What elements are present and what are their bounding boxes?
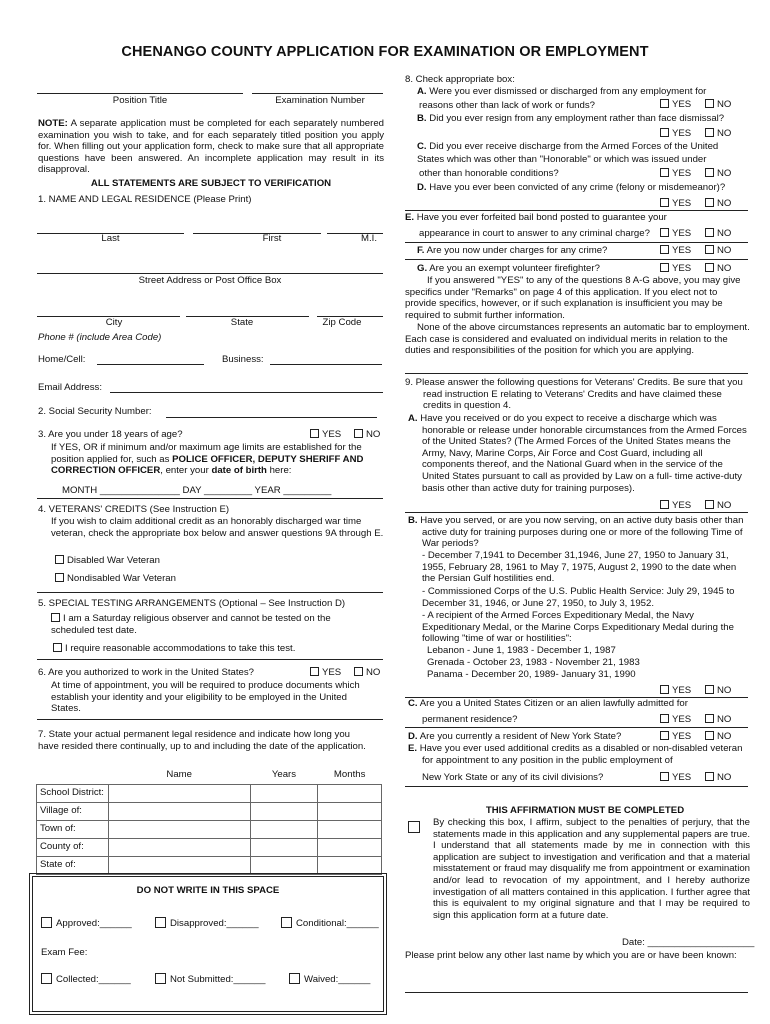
- q3-question: 3. Are you under 18 years of age?: [38, 429, 183, 440]
- q8-explanation: If you answered "YES" to any of the questions 8 A-G above, you may give specifics under "Remarks" on page 4 of this application. If you elect not to provide specifics, however, or if such explanation is insufficient you may be required to submit further information.: [405, 275, 741, 321]
- checkbox-icon[interactable]: [660, 731, 669, 740]
- checkbox-icon[interactable]: [354, 429, 363, 438]
- q8f-no[interactable]: NO: [705, 245, 731, 257]
- q6-yes[interactable]: YES: [310, 667, 341, 679]
- q8e-no[interactable]: NO: [705, 228, 731, 240]
- divider: [37, 592, 383, 593]
- approved-option[interactable]: Approved:______: [41, 917, 132, 930]
- business-label: Business:: [222, 354, 264, 365]
- dob-fields[interactable]: MONTH _______________ DAY _________ YEAR _________: [62, 485, 332, 496]
- checkbox-icon[interactable]: [310, 667, 319, 676]
- q9d-yes[interactable]: YES: [660, 731, 691, 743]
- page-title: CHENANGO COUNTY APPLICATION FOR EXAMINATION OR EMPLOYMENT: [121, 44, 649, 60]
- q8e-text-2: appearance in court to answer to any criminal charge?: [419, 228, 650, 239]
- divider: [405, 727, 748, 728]
- q8a-text: A. Were you ever dismissed or discharged from any employment for: [417, 86, 707, 97]
- q6-question: 6. Are you authorized to work in the United States?: [38, 667, 254, 678]
- office-use-box: [32, 876, 384, 1012]
- q9-heading: 9. Please answer the following questions for Veterans' Credits. Be sure that you read instruction E relating to Veterans' Credits and have claimed these credits in question 4.: [405, 377, 743, 412]
- table-header-row: [37, 766, 382, 784]
- q8c-text-2: other than honorable conditions?: [419, 168, 559, 179]
- checkbox-icon[interactable]: [289, 973, 300, 984]
- first-label: First: [262, 233, 282, 244]
- q8b-text: B. Did you ever resign from any employment rather than face dismissal?: [417, 113, 725, 124]
- checkbox-icon[interactable]: [705, 99, 714, 108]
- checkbox-icon[interactable]: [705, 500, 714, 509]
- q8e-yes[interactable]: YES: [660, 228, 691, 240]
- exam-number-field[interactable]: [252, 93, 383, 94]
- table-row: State of:: [37, 856, 382, 874]
- divider: [37, 719, 383, 720]
- checkbox-icon[interactable]: [660, 228, 669, 237]
- ssn-field[interactable]: [166, 417, 377, 418]
- home-cell-field[interactable]: [97, 364, 204, 365]
- note-paragraph: [38, 118, 384, 176]
- checkbox-icon[interactable]: [660, 500, 669, 509]
- q8d-no[interactable]: NO: [705, 198, 731, 210]
- divider: [405, 786, 748, 787]
- other-name-field[interactable]: [405, 992, 748, 993]
- divider: [405, 210, 748, 211]
- checkbox-icon[interactable]: [705, 731, 714, 740]
- zip-label: Zip Code: [322, 317, 362, 328]
- checkbox-icon[interactable]: [51, 613, 60, 622]
- table-row: Town of:: [37, 820, 382, 838]
- q9c-no[interactable]: NO: [705, 714, 731, 726]
- q9e-text-2: New York State or any of its civil divisions?: [422, 772, 604, 783]
- q9e-text: E. Have you ever used additional credits as a disabled or non-disabled veteran for appointment to any position in the public employment of: [408, 743, 743, 766]
- checkbox-icon[interactable]: [55, 555, 64, 564]
- checkbox-icon[interactable]: [354, 667, 363, 676]
- q9b-public-health: - Commissioned Corps of the U.S. Public Health Service: July 29, 1945 to December 31, 1946, or June 27, 1950, to July 3, 1952.: [422, 586, 735, 609]
- phone-label: Phone # (include Area Code): [38, 332, 162, 343]
- divider: [405, 373, 748, 374]
- home-cell-label: Home/Cell:: [38, 354, 86, 365]
- table-row: School District:: [37, 784, 382, 802]
- q9e-yes[interactable]: YES: [660, 772, 691, 784]
- note-label: NOTE:: [38, 118, 68, 129]
- affirmation-title: THIS AFFIRMATION MUST BE COMPLETED: [485, 805, 685, 816]
- q9b-war-periods: - December 7,1941 to December 31,1946, June 27, 1950 to January 31, 1955, February 28, 1961 to May 7, 1975, August 2, 1990 to the date when the Persian Gulf hostilities end.: [422, 550, 737, 585]
- state-label: State: [230, 317, 254, 328]
- checkbox-icon[interactable]: [705, 263, 714, 272]
- col-name-header: Name: [166, 768, 193, 780]
- last-label: Last: [101, 233, 120, 244]
- q9b-medals: - A recipient of the Armed Forces Expeditionary Medal, the Navy Expeditionary Medal, or the Marine Corps Expeditionary Medal during the following "time of war or hostilities":: [422, 610, 734, 645]
- affirmation-checkbox[interactable]: [408, 821, 420, 833]
- q8a-text-2: reasons other than lack of work or funds?: [419, 100, 595, 111]
- street-label: Street Address or Post Office Box: [138, 275, 282, 286]
- q8b-yes[interactable]: YES: [660, 128, 691, 140]
- q3-no[interactable]: NO: [354, 429, 380, 441]
- checkbox-icon[interactable]: [41, 973, 52, 984]
- q4-heading: 4. VETERANS' CREDITS (See Instruction E): [38, 504, 230, 515]
- checkbox-icon[interactable]: [660, 168, 669, 177]
- disabled-vet-option[interactable]: Disabled War Veteran: [55, 555, 160, 567]
- q8c-no[interactable]: NO: [705, 168, 731, 180]
- not-submitted-option[interactable]: Not Submitted:______: [155, 973, 265, 986]
- q9c-text-2: permanent residence?: [422, 714, 518, 725]
- checkbox-icon[interactable]: [705, 245, 714, 254]
- email-label: Email Address:: [38, 382, 102, 393]
- checkbox-icon[interactable]: [660, 198, 669, 207]
- q8b-no[interactable]: NO: [705, 128, 731, 140]
- q8c-text: C. Did you ever receive discharge from the Armed Forces of the United States which was other than "Honorable" or which was issued under: [417, 141, 719, 165]
- checkbox-icon[interactable]: [660, 263, 669, 272]
- q9b-panama: Panama - December 20, 1989- January 31, 1990: [427, 669, 636, 680]
- q8g-no[interactable]: NO: [705, 263, 731, 275]
- city-label: City: [105, 317, 123, 328]
- position-title-label: Position Title: [112, 95, 168, 106]
- checkbox-icon[interactable]: [155, 917, 166, 928]
- q9c-yes[interactable]: YES: [660, 714, 691, 726]
- q1-heading: 1. NAME AND LEGAL RESIDENCE (Please Print): [38, 194, 252, 205]
- exam-number-label: Examination Number: [275, 95, 365, 106]
- checkbox-icon[interactable]: [155, 973, 166, 984]
- verification-heading: ALL STATEMENTS ARE SUBJECT TO VERIFICATION: [90, 178, 332, 189]
- col-months-header: Months: [333, 768, 366, 780]
- business-field[interactable]: [270, 364, 382, 365]
- checkbox-icon[interactable]: [705, 714, 714, 723]
- q9b-grenada: Grenada - October 23, 1983 - November 21, 1983: [427, 657, 640, 668]
- disapproved-option[interactable]: Disapproved:______: [155, 917, 259, 930]
- position-title-field[interactable]: [37, 93, 243, 94]
- collected-option[interactable]: Collected:______: [41, 973, 131, 986]
- saturday-observer-option[interactable]: I am a Saturday religious observer and cannot be tested on the scheduled test date.: [51, 613, 331, 636]
- street-field[interactable]: [37, 273, 383, 274]
- checkbox-icon[interactable]: [660, 714, 669, 723]
- q8a-no[interactable]: NO: [705, 99, 731, 111]
- checkbox-icon[interactable]: [660, 99, 669, 108]
- mi-label: M.I.: [361, 233, 377, 244]
- checkbox-icon[interactable]: [705, 685, 714, 694]
- checkbox-icon[interactable]: [41, 917, 52, 928]
- q3-details: If YES, OR if minimum and/or maximum age limits are established for the position applied for, such as POLICE OFFICER, DEPUTY SHERIFF AND CORRECTION OFFICER, enter your date of birth here:: [51, 442, 364, 477]
- q9b-lebanon: Lebanon - June 1, 1983 - December 1, 1987: [427, 645, 616, 656]
- note-text: A separate application must be completed for each separately numbered examination you wish to take, and for each separately titled position you apply for. When filling out your application form, check to make sure that all appropriate questions have been answered. An incomplete application may result in its disapproval.: [38, 118, 384, 176]
- checkbox-icon[interactable]: [705, 198, 714, 207]
- q8c-yes[interactable]: YES: [660, 168, 691, 180]
- checkbox-icon[interactable]: [55, 573, 64, 582]
- divider: [405, 242, 748, 243]
- conditional-option[interactable]: Conditional:______: [281, 917, 379, 930]
- q8g-yes[interactable]: YES: [660, 263, 691, 275]
- table-row: County of:: [37, 838, 382, 856]
- checkbox-icon[interactable]: [660, 245, 669, 254]
- divider: [37, 498, 383, 499]
- q8d-yes[interactable]: YES: [660, 198, 691, 210]
- residence-table: [36, 766, 382, 875]
- checkbox-icon[interactable]: [310, 429, 319, 438]
- col-years-header: Years: [271, 768, 297, 780]
- q8g-text: G. Are you an exempt volunteer firefighter?: [417, 263, 600, 274]
- checkbox-icon[interactable]: [281, 917, 292, 928]
- q9d-no[interactable]: NO: [705, 731, 731, 743]
- office-use-title: DO NOT WRITE IN THIS SPACE: [136, 885, 280, 896]
- q9d-text: D. Are you currently a resident of New York State?: [408, 731, 622, 742]
- checkbox-icon[interactable]: [705, 228, 714, 237]
- q9c-text: C. Are you a United States Citizen or an alien lawfully admitted for: [408, 698, 688, 709]
- divider: [405, 259, 748, 260]
- divider: [405, 512, 748, 513]
- q8-heading: 8. Check appropriate box:: [405, 74, 515, 85]
- checkbox-icon[interactable]: [660, 685, 669, 694]
- q2-ssn-label: 2. Social Security Number:: [38, 406, 152, 417]
- checkbox-icon[interactable]: [53, 643, 62, 652]
- q9b-no[interactable]: NO: [705, 685, 731, 697]
- q5-heading: 5. SPECIAL TESTING ARRANGEMENTS (Optional – See Instruction D): [38, 598, 346, 609]
- q8f-yes[interactable]: YES: [660, 245, 691, 257]
- checkbox-icon[interactable]: [705, 168, 714, 177]
- email-field[interactable]: [110, 392, 383, 393]
- checkbox-icon[interactable]: [705, 128, 714, 137]
- q9e-no[interactable]: NO: [705, 772, 731, 784]
- q3-yes[interactable]: YES: [310, 429, 341, 441]
- q9b-yes[interactable]: YES: [660, 685, 691, 697]
- q9b-text: B. Have you served, or are you now serving, on an active duty basis other than active duty for training purposes during one or more of the following Time of War periods?: [408, 515, 744, 550]
- exam-fee-label: Exam Fee:: [41, 947, 88, 958]
- checkbox-icon[interactable]: [660, 128, 669, 137]
- q8f-text: F. Are you now under charges for any crime?: [417, 245, 608, 256]
- q9a-no[interactable]: NO: [705, 500, 731, 512]
- q4-text: If you wish to claim additional credit as an honorably discharged war time veteran, check the appropriate box below and answer questions 9A through E.: [51, 516, 384, 539]
- q8a-yes[interactable]: YES: [660, 99, 691, 111]
- q8e-text: E. Have you ever forfeited bail bond posted to guarantee your: [405, 212, 667, 223]
- checkbox-icon[interactable]: [660, 772, 669, 781]
- q9a-text: A. Have you received or do you expect to receive a discharge which was honorable or release under honorable circumstances from the Armed Forces of the United States? (The Armed Forces of the United States means the Army, Navy, Marine Corps, Air Force and Cost Guard, including all components thereof, and the National Guard when in the service of the United States pursuant to call as provided by Law on a full- time active-duty basis other than active duty for training purposes).: [408, 413, 747, 494]
- q7-question: 7. State your actual permanent legal residence and indicate how long you have resided there continually, up to and including the date of the application.: [38, 729, 366, 752]
- other-name-label: Please print below any other last name by which you are or have been known:: [405, 950, 737, 961]
- q8d-text: D. Have you ever been convicted of any crime (felony or misdemeanor)?: [417, 182, 726, 193]
- table-row: Village of:: [37, 802, 382, 820]
- accommodations-option[interactable]: I require reasonable accommodations to take this test.: [53, 643, 295, 655]
- divider: [37, 659, 383, 660]
- nondisabled-vet-option[interactable]: Nondisabled War Veteran: [55, 573, 176, 585]
- q8-explanation-2: None of the above circumstances represents an automatic bar to employment. Each case is considered and evaluated on individual merits in relation to the duties and responsibilities of the position for which you are applying.: [405, 322, 750, 357]
- date-field[interactable]: Date: ____________________: [622, 937, 755, 948]
- waived-option[interactable]: Waived:______: [289, 973, 370, 986]
- q6-no[interactable]: NO: [354, 667, 380, 679]
- q9a-yes[interactable]: YES: [660, 500, 691, 512]
- q6-text: At time of appointment, you will be required to produce documents which establish your identity and your eligibility to be employed in the United States.: [51, 680, 360, 715]
- affirmation-text: By checking this box, I affirm, subject to the penalties of perjury, that the statements made in this application and any supplemental papers are true. I understand that all statements made by me in connection with this application are subject to investigation and verification and that a material misstatement or fraud may disqualify me from appointment or examination and/or lead to revocation of my appointment, and I hereby authorize investigation of all matters contained in this application. I further agree that this is equivalent to my original signature and that I may be required to sign this application form at a future date.: [433, 817, 750, 921]
- checkbox-icon[interactable]: [705, 772, 714, 781]
